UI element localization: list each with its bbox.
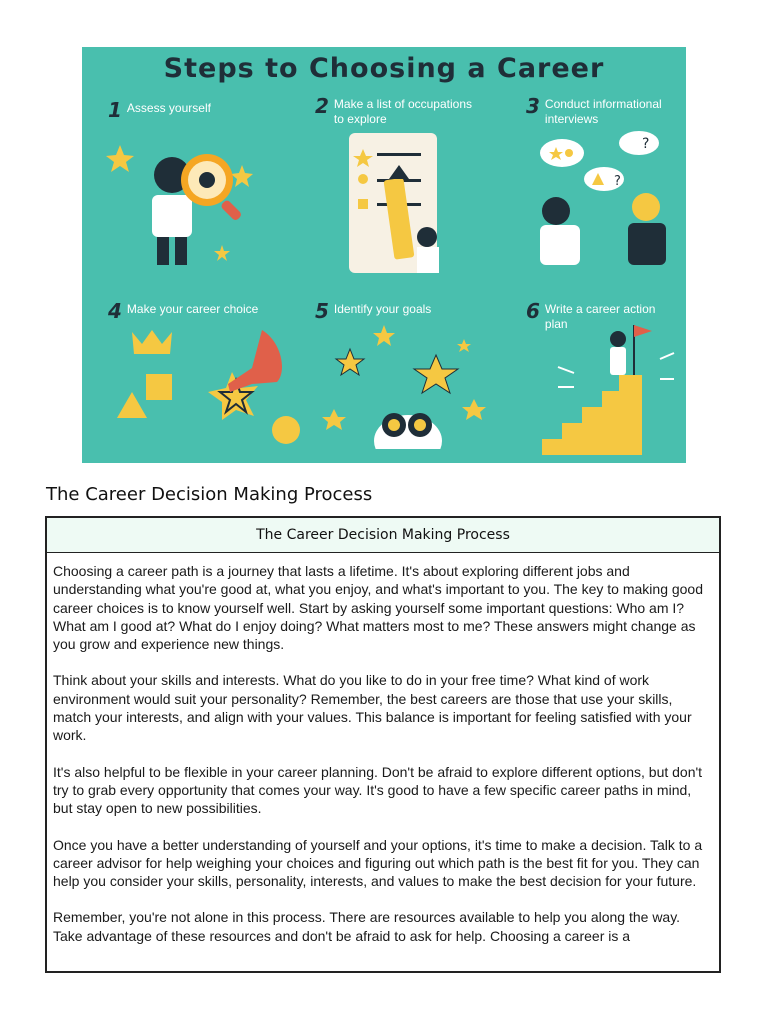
step-number: 2 — [315, 94, 329, 118]
svg-text:?: ? — [642, 136, 650, 152]
step-number: 4 — [108, 299, 122, 323]
magnifier-kid-illustration — [102, 125, 272, 285]
step-number: 5 — [315, 299, 329, 323]
step-label: Write a career action plan — [544, 302, 656, 331]
paragraph: Once you have a better understanding of yourself and your options, it's time to make a decision. Talk to a career advisor for help weighing your choices and figuring out which path is the best fit for you. They can help you consider your skills, personality, interests, and values to make the best decision for your future. — [53, 836, 703, 890]
goals-binoculars-illustration — [314, 319, 499, 449]
step-2 — [315, 94, 475, 127]
step-number: 6 — [526, 299, 540, 323]
document-heading: The Career Decision Making Process — [46, 484, 373, 505]
step-1 — [108, 98, 258, 122]
step-number: 1 — [108, 98, 122, 122]
content-box-body — [47, 553, 719, 945]
paragraph: Choosing a career path is a journey that lasts a lifetime. It's about exploring different jobs and understanding what you're good at, what you enjoy, and what's important to you. The key to making good career choices is to know yourself well. Start by asking yourself some important questions: Who am I? What am I good at? What do I enjoy doing? What matters most to me? These answers might change as you grow and experience new things. — [53, 563, 704, 653]
step-label: Assess yourself — [126, 101, 211, 115]
paragraph: It's also helpful to be flexible in your career planning. Don't be afraid to explore different options, but don't try to grab every opportunity that comes your way. It's good to have a few specific career paths in mind, but stay open to new possibilities. — [53, 763, 703, 817]
step-label: Conduct informational interviews — [544, 97, 662, 126]
paragraph: Think about your skills and interests. What do you like to do in your free time? What kind of work environment would suit your personality? Remember, the best careers are those that use your skills, match your interests, and align with your values. This balance is important for feeling satisfied with your work. — [53, 672, 692, 744]
content-box — [45, 516, 721, 973]
career-choice-illustration — [112, 322, 302, 452]
step-label: Make your career choice — [126, 302, 259, 316]
action-plan-stairs-illustration — [534, 317, 679, 457]
step-5 — [315, 299, 475, 323]
step-label: Identify your goals — [333, 302, 432, 316]
occupation-list-illustration — [327, 129, 467, 289]
step-4 — [108, 299, 278, 323]
infographic-title: Steps to Choosing a Career — [163, 53, 605, 84]
step-label: Make a list of occupations to explore — [333, 97, 472, 126]
career-steps-infographic — [82, 47, 686, 463]
paragraph: Remember, you're not alone in this process. There are resources available to help you along the way. Take advantage of these resources and don't be afraid to ask for help. Choosing a career is a — [53, 909, 681, 944]
content-box-header: The Career Decision Making Process — [47, 518, 719, 553]
step-number: 3 — [526, 94, 540, 118]
step-3 — [526, 94, 676, 127]
interview-illustration — [534, 131, 674, 281]
svg-text:?: ? — [614, 174, 621, 189]
